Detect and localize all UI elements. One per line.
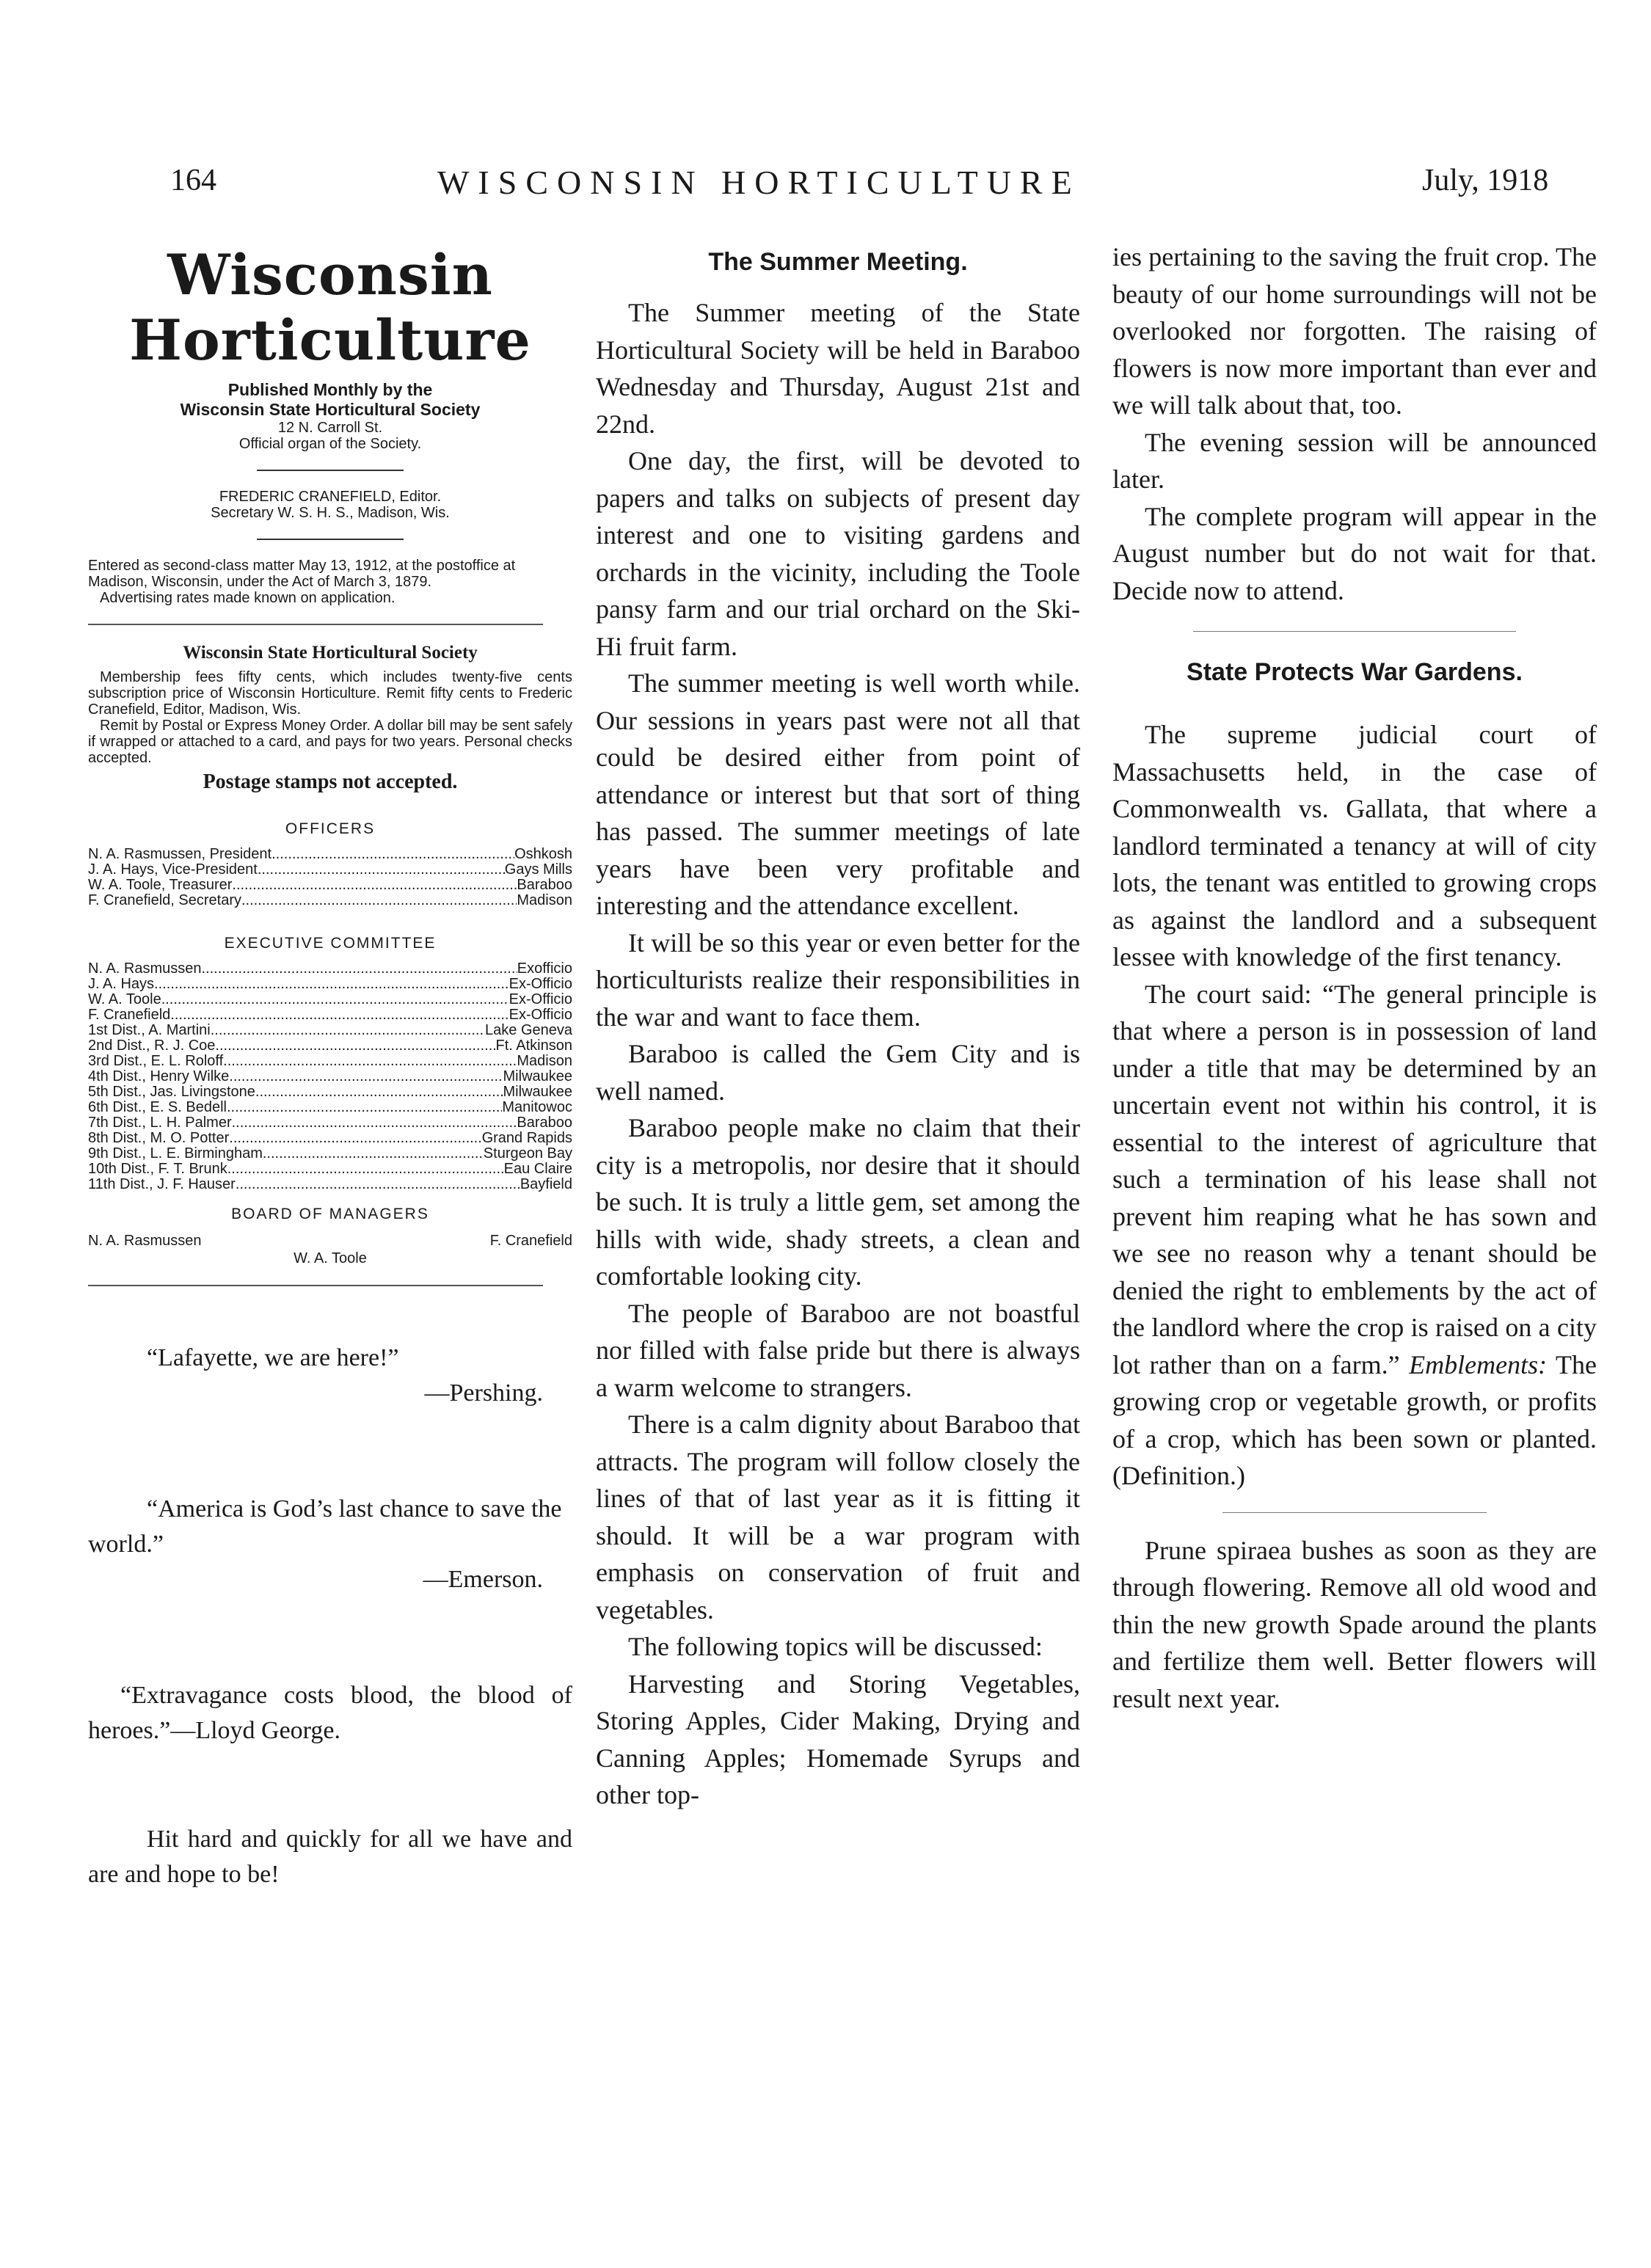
committee-row: N. A. Rasmussen ..... Exofficio — [88, 961, 572, 977]
entered-notice: Entered as second-class matter May 13, 1912, at the postoffice at Madison, Wisconsin, under the Act of March 3, 1879. — [88, 558, 516, 590]
address-line: 12 N. Carroll St. — [277, 420, 383, 436]
divider — [88, 1285, 543, 1286]
article-paragraph: The evening session will be announced later. — [1112, 427, 1597, 494]
published-line: Published Monthly by the — [227, 380, 433, 399]
committee-row: 8th Dist., M. O. Potter ..... Grand Rapids — [88, 1131, 572, 1146]
membership-text: Membership fees fifty cents, which includes twenty-five cents subscription price of Wisconsin Horticulture. Remit fifty cents to Frederic Cranefield, Editor, Madison, Wis. — [88, 669, 572, 718]
official-line: Official organ of the Society. — [238, 436, 422, 452]
right-column — [1112, 238, 1597, 1717]
spiraea-note: Prune spiraea bushes as soon as they are through flowering. Remove all old wood and thin the new growth Spade around the plants and fertilize them well. Better flowers will result next year. — [1112, 1535, 1597, 1713]
left-column — [88, 242, 572, 1892]
quote-emerson: “America is God’s last chance to save the world.” — [88, 1495, 562, 1558]
officer-row: N. A. Rasmussen, President ..... Oshkosh — [88, 847, 572, 862]
page-number: 164 — [170, 164, 216, 197]
board-center-name: W. A. Toole — [294, 1250, 367, 1266]
committee-row: F. Cranefield ..... Ex-Officio — [88, 1007, 572, 1023]
summer-meeting-heading: The Summer Meeting. — [708, 248, 968, 276]
quote-lloyd-george: “Extravagance costs blood, the blood of heroes.”—Lloyd George. — [88, 1682, 572, 1744]
divider — [257, 470, 404, 471]
society-line: Wisconsin State Horticultural Society — [180, 400, 481, 419]
executive-list — [88, 961, 572, 1192]
officers-heading: OFFICERS — [285, 820, 376, 837]
article-paragraph: One day, the first, will be devoted to papers and talks on subjects of present day interest and one to visiting gardens and orchards in the vicinity, including the Toole pansy farm and our trial orchard on the Ski-Hi fruit farm. — [596, 446, 1080, 661]
divider — [1193, 631, 1516, 632]
quote-hit-hard: Hit hard and quickly for all we have and are and hope to be! — [88, 1826, 572, 1888]
postage-notice: Postage stamps not accepted. — [203, 770, 458, 793]
committee-row: J. A. Hays ..... Ex-Officio — [88, 977, 572, 992]
divider — [1222, 1512, 1487, 1513]
board-names: N. A. Rasmussen F. Cranefield — [88, 1233, 572, 1249]
emblements-term: Emblements: — [1409, 1349, 1548, 1379]
emblements-definition: The growing crop or vegetable growth, or profits of a crop, which has been sown or planted. (Definition.) — [1112, 1349, 1597, 1490]
article-paragraph: The people of Baraboo are not boastful nor filled with false pride but there is always a warm welcome to strangers. — [596, 1298, 1080, 1402]
officer-row: J. A. Hays, Vice-President ..... Gays Mills — [88, 862, 572, 878]
board-heading: BOARD OF MANAGERS — [231, 1206, 429, 1222]
article-paragraph: It will be so this year or even better for the horticulturists realize their responsibilities in the war and want to face them. — [596, 927, 1080, 1032]
divider — [257, 539, 404, 540]
editor-line: FREDERIC CRANEFIELD, Editor. — [219, 489, 442, 505]
remit-text: Remit by Postal or Express Money Order. A dollar bill may be sent safely if wrapped or attached to a card, and pays for two years. Personal checks accepted. — [88, 718, 572, 766]
secretary-line: Secretary W. S. H. S., Madison, Wis. — [211, 505, 450, 521]
article-paragraph: The supreme judicial court of Massachusetts held, in the case of Commonwealth vs. Gallata, that where a landlord terminated a tenancy at will of city lots, the tenant was entitled to growing crops as against the landlord and a subsequent lessee with knowledge of the first tenancy. — [1112, 720, 1597, 971]
masthead-title: Wisconsin Horticulture — [129, 242, 531, 373]
issue-date: July, 1918 — [1422, 164, 1549, 197]
committee-row: 10th Dist., F. T. Brunk ..... Eau Claire — [88, 1162, 572, 1177]
article-paragraph: The complete program will appear in the August number but do not wait for that. Decide now to attend. — [1112, 501, 1597, 605]
article-paragraph: Baraboo is called the Gem City and is well named. — [596, 1039, 1080, 1106]
committee-row: 11th Dist., J. F. Hauser ..... Bayfield — [88, 1177, 572, 1192]
officers-list — [88, 847, 572, 908]
officer-row: W. A. Toole, Treasurer ..... Baraboo — [88, 878, 572, 893]
quote-attribution: —Pershing. — [424, 1379, 543, 1407]
officer-row: F. Cranefield, Secretary ..... Madison — [88, 893, 572, 908]
divider — [88, 624, 543, 625]
article-paragraph: There is a calm dignity about Baraboo that attracts. The program will follow closely the lines of that of last year as it is fitting it should. It will be a war program with emphasis on conservation of fruit and vegetables. — [596, 1410, 1080, 1625]
quote-attribution: —Emerson. — [423, 1566, 543, 1593]
committee-row: 2nd Dist., R. J. Coe ..... Ft. Atkinson — [88, 1038, 572, 1054]
middle-column — [596, 248, 1080, 1814]
society-box-title: Wisconsin State Horticultural Society — [183, 643, 478, 663]
article-paragraph: Baraboo people make no claim that their city is a metropolis, nor desire that it should be such. It is truly a little gem, set among the hills with wide, shady streets, a clean and comfortable looking city. — [596, 1113, 1080, 1291]
committee-row: 4th Dist., Henry Wilke ..... Milwaukee — [88, 1069, 572, 1084]
article-paragraph: The following topics will be discussed: — [628, 1632, 1043, 1661]
advertising-notice: Advertising rates made known on application. — [100, 590, 396, 606]
committee-row: 1st Dist., A. Martini ..... Lake Geneva — [88, 1023, 572, 1038]
article-paragraph: The Summer meeting of the State Horticultural Society will be held in Baraboo Wednesday and Thursday, August 21st and 22nd. — [596, 298, 1080, 439]
executive-heading: EXECUTIVE COMMITTEE — [224, 935, 437, 952]
article-paragraph — [1112, 976, 1597, 1495]
committee-row: 6th Dist., E. S. Bedell ..... Manitowoc — [88, 1100, 572, 1115]
war-gardens-heading: State Protects War Gardens. — [1187, 658, 1523, 686]
article-continuation: ies pertaining to the saving the fruit crop. The beauty of our home surroundings will not be overlooked nor forgotten. The raising of flowers is now more important than ever and we will talk about that, too. — [1112, 242, 1597, 420]
article-paragraph: Harvesting and Storing Vegetables, Storing Apples, Cider Making, Drying and Canning Apples; Homemade Syrups and other top- — [596, 1669, 1080, 1809]
journal-title: WISCONSIN HORTICULTURE — [437, 164, 1081, 201]
committee-row: 7th Dist., L. H. Palmer ..... Baraboo — [88, 1115, 572, 1131]
committee-row: 5th Dist., Jas. Livingstone ..... Milwaukee — [88, 1084, 572, 1100]
committee-row: 3rd Dist., E. L. Roloff ..... Madison — [88, 1054, 572, 1069]
committee-row: W. A. Toole ..... Ex-Officio — [88, 992, 572, 1007]
article-paragraph: The summer meeting is well worth while. Our sessions in years past were not all that could be desired either from point of attendance or interest but that sort of thing has passed. The summer meetings of late years have been very profitable and interesting and the attendance excellent. — [596, 668, 1080, 920]
committee-row: 9th Dist., L. E. Birmingham ..... Sturgeon Bay — [88, 1146, 572, 1162]
court-quote: The court said: “The general principle is that where a person is in possession of land under a title that may be determined by an uncertain event not within his control, it is essential to the interest of agriculture that such a termination of his lease shall not prevent him reaping what he has sown and we see no reason why a tenant should be denied the right to emblements by the act of the landlord where the crop is raised on a city lot rather than on a farm.” — [1112, 979, 1597, 1379]
quote-pershing: “Lafayette, we are here!” — [147, 1344, 399, 1371]
